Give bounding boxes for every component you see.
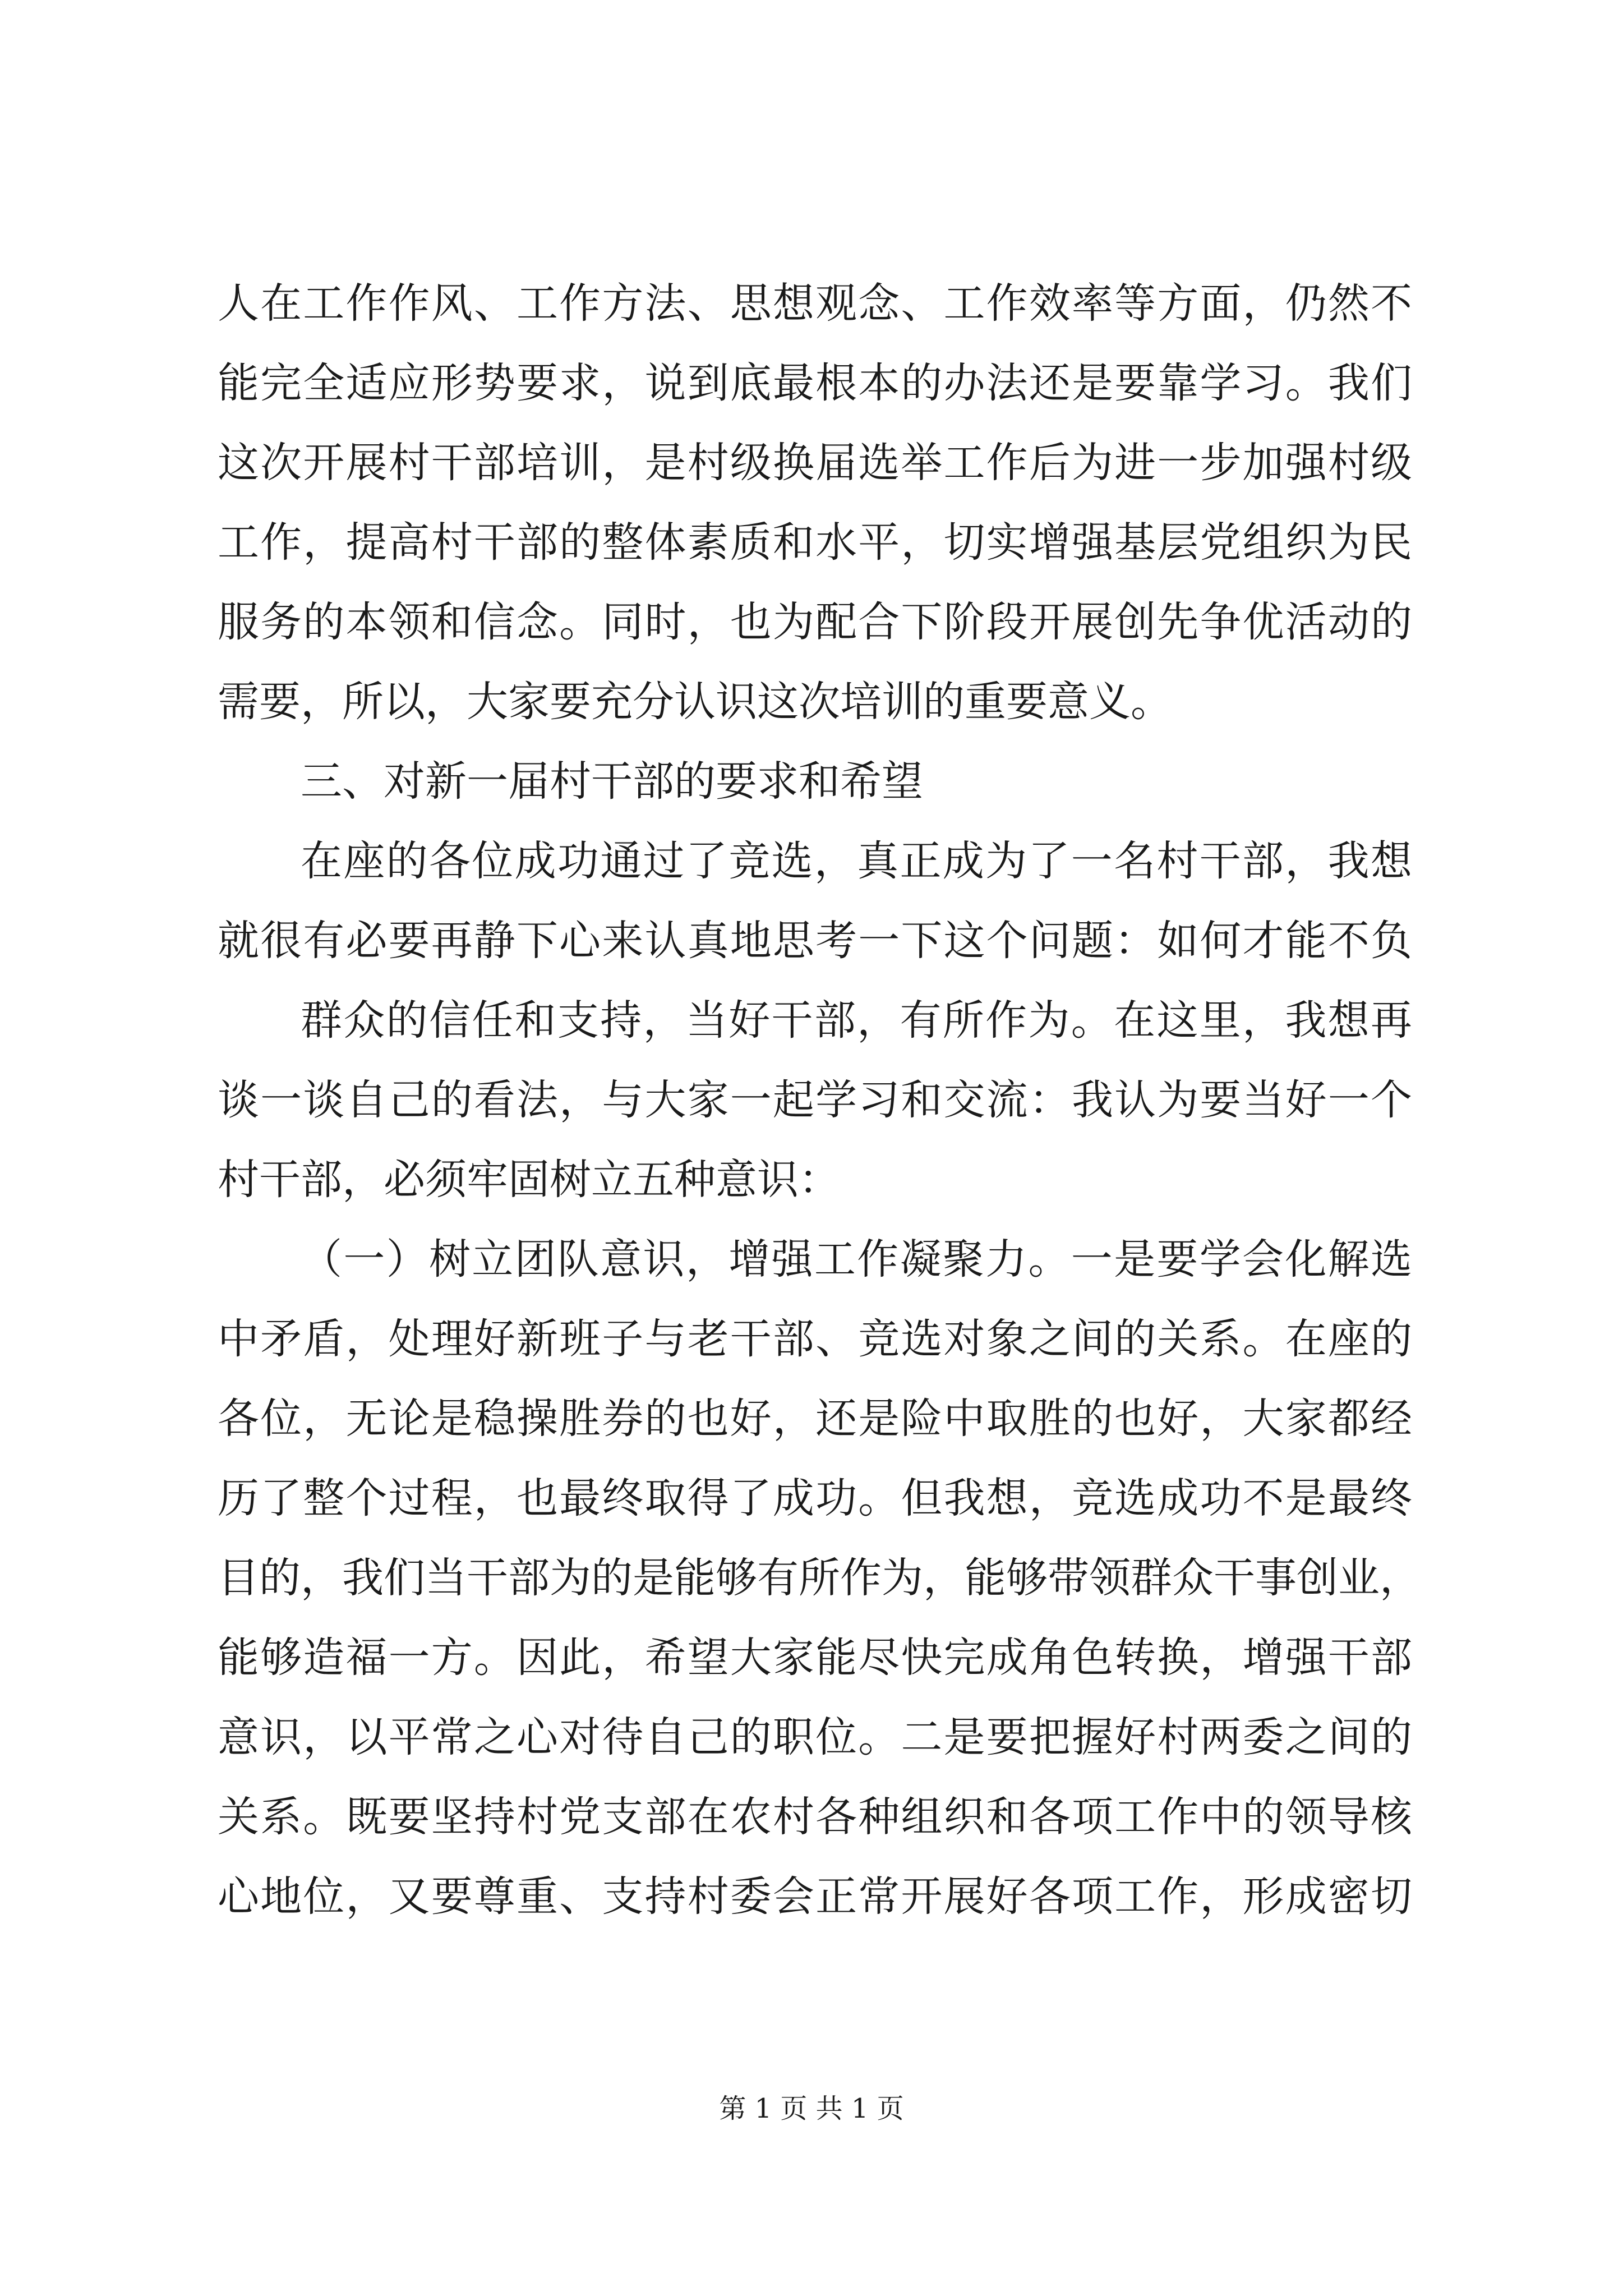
- paragraph-line: 就很有必要再静下心来认真地思考一下这个问题：如何才能不负: [218, 917, 1412, 965]
- paragraph-line: 关系。既要坚持村党支部在农村各种组织和各项工作中的领导核: [218, 1793, 1412, 1841]
- paragraph-line: 谈一谈自己的看法，与大家一起学习和交流：我认为要当好一个: [218, 1076, 1412, 1124]
- paragraph-line: 需要，所以，大家要充分认识这次培训的重要意义。: [218, 678, 1172, 726]
- paragraph-line: 中矛盾，处理好新班子与老干部、竞选对象之间的关系。在座的: [218, 1315, 1412, 1363]
- paragraph-line: 各位，无论是稳操胜券的也好，还是险中取胜的也好，大家都经: [218, 1395, 1412, 1443]
- subsection-heading: （一）树立团队意识，增强工作凝聚力。一是要学会化解选: [301, 1235, 1412, 1283]
- paragraph-line: 心地位，又要尊重、支持村委会正常开展好各项工作，形成密切: [218, 1872, 1412, 1921]
- paragraph-line: 工作，提高村干部的整体素质和水平，切实增强基层党组织为民: [218, 518, 1412, 567]
- paragraph-line: 村干部，必须牢固树立五种意识：: [218, 1156, 840, 1204]
- paragraph-line: 目的，我们当干部为的是能够有所作为，能够带领群众干事创业，: [218, 1554, 1421, 1602]
- paragraph-line: 这次开展村干部培训，是村级换届选举工作后为进一步加强村级: [218, 439, 1412, 487]
- paragraph-line: 人在工作作风、工作方法、思想观念、工作效率等方面，仍然不: [218, 279, 1412, 328]
- page-footer: 第 1 页 共 1 页: [719, 2093, 904, 2124]
- paragraph-line: 服务的本领和信念。同时，也为配合下阶段开展创先争优活动的: [218, 598, 1412, 646]
- section-heading: 三、对新一届村干部的要求和希望: [301, 757, 923, 806]
- paragraph-line: 能完全适应形势要求，说到底最根本的办法还是要靠学习。我们: [218, 359, 1412, 407]
- paragraph-line: 历了整个过程，也最终取得了成功。但我想，竞选成功不是最终: [218, 1474, 1412, 1522]
- paragraph-line: 能够造福一方。因此，希望大家能尽快完成角色转换，增强干部: [218, 1634, 1412, 1682]
- document-body: [218, 264, 1421, 1936]
- paragraph-line: 在座的各位成功通过了竞选，真正成为了一名村干部，我想: [301, 837, 1412, 885]
- paragraph-line: 意识，以平常之心对待自己的职位。二是要把握好村两委之间的: [218, 1713, 1412, 1761]
- paragraph-line: 群众的信任和支持，当好干部，有所作为。在这里，我想再: [301, 996, 1412, 1045]
